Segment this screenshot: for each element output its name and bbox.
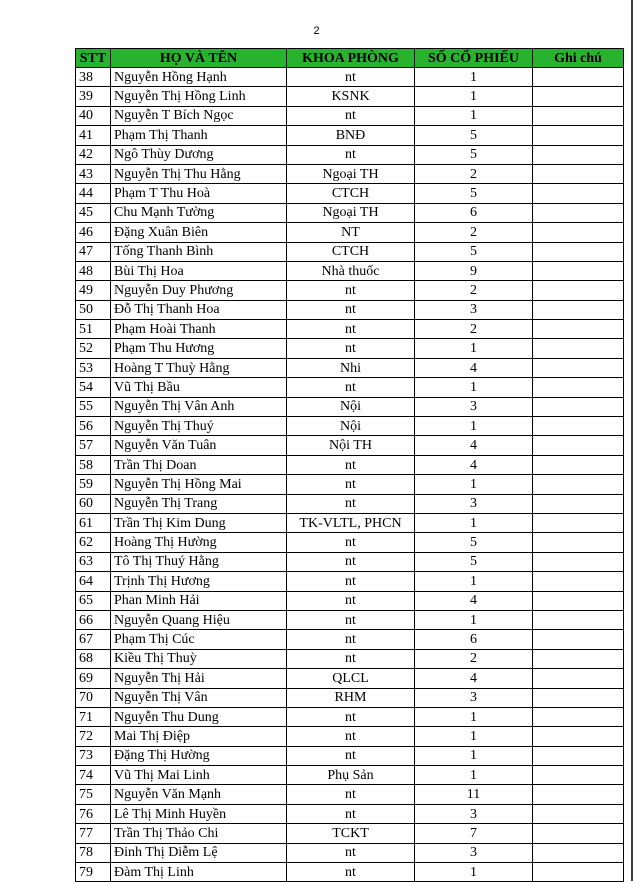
cell-stt: 59 bbox=[76, 475, 111, 494]
cell-note bbox=[533, 572, 624, 591]
cell-shares: 2 bbox=[415, 223, 533, 242]
table-row bbox=[76, 223, 624, 242]
cell-dept: nt bbox=[287, 378, 415, 397]
table-body bbox=[76, 68, 624, 882]
cell-name: Phạm Thu Hương bbox=[111, 339, 287, 358]
table-row bbox=[76, 746, 624, 765]
table-row bbox=[76, 824, 624, 843]
table-row bbox=[76, 843, 624, 862]
cell-stt: 75 bbox=[76, 785, 111, 804]
cell-note bbox=[533, 320, 624, 339]
cell-dept: Ngoại TH bbox=[287, 164, 415, 183]
cell-name: Đinh Thị Diễm Lệ bbox=[111, 843, 287, 862]
cell-shares: 4 bbox=[415, 358, 533, 377]
cell-name: Nguyễn Thị Hồng Linh bbox=[111, 87, 287, 106]
cell-note bbox=[533, 513, 624, 532]
cell-dept: nt bbox=[287, 610, 415, 629]
table-row bbox=[76, 397, 624, 416]
table-row bbox=[76, 164, 624, 183]
cell-stt: 48 bbox=[76, 261, 111, 280]
cell-note bbox=[533, 630, 624, 649]
cell-stt: 45 bbox=[76, 203, 111, 222]
cell-name: Nguyễn Thị Thuý bbox=[111, 417, 287, 436]
cell-note bbox=[533, 610, 624, 629]
cell-note bbox=[533, 746, 624, 765]
table-row bbox=[76, 533, 624, 552]
cell-dept: Nhi bbox=[287, 358, 415, 377]
cell-shares: 4 bbox=[415, 436, 533, 455]
cell-note bbox=[533, 145, 624, 164]
cell-stt: 54 bbox=[76, 378, 111, 397]
cell-shares: 11 bbox=[415, 785, 533, 804]
cell-name: Đặng Thị Hường bbox=[111, 746, 287, 765]
table-row bbox=[76, 804, 624, 823]
table-row bbox=[76, 649, 624, 668]
cell-dept: nt bbox=[287, 746, 415, 765]
table-row bbox=[76, 281, 624, 300]
table-row bbox=[76, 669, 624, 688]
cell-name: Tống Thanh Bình bbox=[111, 242, 287, 261]
table-row bbox=[76, 300, 624, 319]
cell-stt: 52 bbox=[76, 339, 111, 358]
cell-dept: nt bbox=[287, 727, 415, 746]
cell-name: Phạm Thị Thanh bbox=[111, 126, 287, 145]
cell-dept: TK-VLTL, PHCN bbox=[287, 513, 415, 532]
cell-shares: 2 bbox=[415, 281, 533, 300]
cell-stt: 46 bbox=[76, 223, 111, 242]
cell-name: Mai Thị Điệp bbox=[111, 727, 287, 746]
cell-shares: 3 bbox=[415, 843, 533, 862]
cell-stt: 47 bbox=[76, 242, 111, 261]
cell-name: Nguyễn Thu Dung bbox=[111, 707, 287, 726]
table-row bbox=[76, 863, 624, 882]
cell-shares: 1 bbox=[415, 68, 533, 87]
table-row bbox=[76, 785, 624, 804]
cell-note bbox=[533, 68, 624, 87]
cell-name: Đàm Thị Linh bbox=[111, 863, 287, 882]
page-number: 2 bbox=[313, 25, 320, 37]
cell-shares: 5 bbox=[415, 184, 533, 203]
cell-dept: nt bbox=[287, 68, 415, 87]
cell-name: Hoàng Thị Hường bbox=[111, 533, 287, 552]
cell-stt: 41 bbox=[76, 126, 111, 145]
cell-name: Ngô Thùy Dương bbox=[111, 145, 287, 164]
cell-dept: nt bbox=[287, 106, 415, 125]
cell-note bbox=[533, 649, 624, 668]
cell-note bbox=[533, 824, 624, 843]
cell-note bbox=[533, 804, 624, 823]
cell-shares: 7 bbox=[415, 824, 533, 843]
table-row bbox=[76, 87, 624, 106]
cell-stt: 63 bbox=[76, 552, 111, 571]
cell-stt: 65 bbox=[76, 591, 111, 610]
table-row bbox=[76, 610, 624, 629]
cell-name: Nguyễn Hồng Hạnh bbox=[111, 68, 287, 87]
header-note: Ghi chú bbox=[533, 49, 624, 68]
cell-note bbox=[533, 436, 624, 455]
cell-note bbox=[533, 688, 624, 707]
cell-stt: 44 bbox=[76, 184, 111, 203]
cell-stt: 79 bbox=[76, 863, 111, 882]
table-row bbox=[76, 126, 624, 145]
cell-stt: 53 bbox=[76, 358, 111, 377]
cell-note bbox=[533, 669, 624, 688]
cell-name: Nguyễn Duy Phương bbox=[111, 281, 287, 300]
cell-dept: Nhà thuốc bbox=[287, 261, 415, 280]
cell-name: Nguyễn Thị Hải bbox=[111, 669, 287, 688]
cell-shares: 1 bbox=[415, 610, 533, 629]
table-row bbox=[76, 261, 624, 280]
cell-dept: nt bbox=[287, 455, 415, 474]
cell-shares: 1 bbox=[415, 863, 533, 882]
cell-name: Phạm Thị Cúc bbox=[111, 630, 287, 649]
cell-shares: 1 bbox=[415, 707, 533, 726]
cell-stt: 67 bbox=[76, 630, 111, 649]
table-row bbox=[76, 436, 624, 455]
cell-name: Phạm Hoài Thanh bbox=[111, 320, 287, 339]
table-row bbox=[76, 203, 624, 222]
table-row bbox=[76, 378, 624, 397]
header-shares: SỐ CỔ PHIẾU bbox=[415, 49, 533, 68]
cell-dept: Nội bbox=[287, 417, 415, 436]
cell-dept: nt bbox=[287, 300, 415, 319]
cell-dept: nt bbox=[287, 475, 415, 494]
cell-shares: 3 bbox=[415, 688, 533, 707]
cell-name: Nguyễn Thị Vân Anh bbox=[111, 397, 287, 416]
cell-name: Nguyễn Văn Mạnh bbox=[111, 785, 287, 804]
cell-dept: nt bbox=[287, 572, 415, 591]
cell-name: Trần Thị Kim Dung bbox=[111, 513, 287, 532]
cell-note bbox=[533, 126, 624, 145]
cell-dept: Nội TH bbox=[287, 436, 415, 455]
cell-stt: 60 bbox=[76, 494, 111, 513]
cell-stt: 66 bbox=[76, 610, 111, 629]
cell-dept: nt bbox=[287, 649, 415, 668]
cell-note bbox=[533, 378, 624, 397]
table-row bbox=[76, 455, 624, 474]
cell-name: Trần Thị Doan bbox=[111, 455, 287, 474]
header-name: HỌ VÀ TÊN bbox=[111, 49, 287, 68]
cell-shares: 1 bbox=[415, 746, 533, 765]
cell-dept: nt bbox=[287, 804, 415, 823]
cell-stt: 62 bbox=[76, 533, 111, 552]
cell-dept: nt bbox=[287, 785, 415, 804]
cell-name: Trần Thị Thảo Chi bbox=[111, 824, 287, 843]
cell-stt: 58 bbox=[76, 455, 111, 474]
cell-shares: 4 bbox=[415, 591, 533, 610]
cell-shares: 1 bbox=[415, 727, 533, 746]
cell-shares: 3 bbox=[415, 397, 533, 416]
cell-note bbox=[533, 707, 624, 726]
cell-shares: 1 bbox=[415, 513, 533, 532]
cell-name: Kiều Thị Thuỳ bbox=[111, 649, 287, 668]
table-row bbox=[76, 242, 624, 261]
cell-note bbox=[533, 339, 624, 358]
cell-note bbox=[533, 843, 624, 862]
cell-dept: NT bbox=[287, 223, 415, 242]
cell-shares: 2 bbox=[415, 649, 533, 668]
cell-shares: 5 bbox=[415, 552, 533, 571]
cell-name: Nguyễn Thị Thu Hằng bbox=[111, 164, 287, 183]
cell-dept: RHM bbox=[287, 688, 415, 707]
cell-shares: 5 bbox=[415, 533, 533, 552]
table-row bbox=[76, 68, 624, 87]
cell-stt: 51 bbox=[76, 320, 111, 339]
cell-note bbox=[533, 863, 624, 882]
cell-name: Hoàng T Thuỳ Hằng bbox=[111, 358, 287, 377]
cell-note bbox=[533, 494, 624, 513]
table-row bbox=[76, 145, 624, 164]
cell-dept: TCKT bbox=[287, 824, 415, 843]
cell-shares: 3 bbox=[415, 494, 533, 513]
cell-name: Nguyễn Thị Trang bbox=[111, 494, 287, 513]
cell-shares: 1 bbox=[415, 339, 533, 358]
cell-name: Đặng Xuân Biên bbox=[111, 223, 287, 242]
cell-shares: 1 bbox=[415, 378, 533, 397]
cell-stt: 57 bbox=[76, 436, 111, 455]
cell-stt: 78 bbox=[76, 843, 111, 862]
cell-dept: nt bbox=[287, 630, 415, 649]
cell-note bbox=[533, 766, 624, 785]
cell-shares: 9 bbox=[415, 261, 533, 280]
cell-shares: 6 bbox=[415, 203, 533, 222]
table-row bbox=[76, 766, 624, 785]
cell-name: Nguyễn Văn Tuân bbox=[111, 436, 287, 455]
cell-note bbox=[533, 281, 624, 300]
table-row bbox=[76, 106, 624, 125]
cell-note bbox=[533, 785, 624, 804]
cell-shares: 5 bbox=[415, 126, 533, 145]
table-row bbox=[76, 184, 624, 203]
cell-shares: 1 bbox=[415, 106, 533, 125]
cell-stt: 38 bbox=[76, 68, 111, 87]
cell-stt: 77 bbox=[76, 824, 111, 843]
cell-stt: 71 bbox=[76, 707, 111, 726]
table-row bbox=[76, 513, 624, 532]
cell-dept: nt bbox=[287, 145, 415, 164]
cell-stt: 50 bbox=[76, 300, 111, 319]
cell-note bbox=[533, 203, 624, 222]
cell-shares: 6 bbox=[415, 630, 533, 649]
cell-stt: 40 bbox=[76, 106, 111, 125]
cell-dept: nt bbox=[287, 281, 415, 300]
cell-dept: nt bbox=[287, 339, 415, 358]
cell-name: Phan Minh Hải bbox=[111, 591, 287, 610]
cell-dept: nt bbox=[287, 494, 415, 513]
cell-name: Nguyễn Quang Hiệu bbox=[111, 610, 287, 629]
cell-name: Vũ Thị Bầu bbox=[111, 378, 287, 397]
cell-stt: 56 bbox=[76, 417, 111, 436]
cell-stt: 43 bbox=[76, 164, 111, 183]
cell-shares: 3 bbox=[415, 804, 533, 823]
cell-name: Nguyễn T Bích Ngọc bbox=[111, 106, 287, 125]
cell-shares: 4 bbox=[415, 455, 533, 474]
cell-name: Tô Thị Thuý Hằng bbox=[111, 552, 287, 571]
cell-stt: 74 bbox=[76, 766, 111, 785]
cell-note bbox=[533, 106, 624, 125]
cell-shares: 5 bbox=[415, 242, 533, 261]
cell-dept: nt bbox=[287, 552, 415, 571]
cell-dept: nt bbox=[287, 707, 415, 726]
cell-note bbox=[533, 261, 624, 280]
cell-stt: 68 bbox=[76, 649, 111, 668]
cell-name: Bùi Thị Hoa bbox=[111, 261, 287, 280]
cell-note bbox=[533, 475, 624, 494]
cell-name: Nguyễn Thị Hồng Mai bbox=[111, 475, 287, 494]
cell-dept: BNĐ bbox=[287, 126, 415, 145]
cell-note bbox=[533, 591, 624, 610]
cell-note bbox=[533, 397, 624, 416]
cell-shares: 3 bbox=[415, 300, 533, 319]
cell-note bbox=[533, 223, 624, 242]
cell-dept: CTCH bbox=[287, 184, 415, 203]
cell-dept: CTCH bbox=[287, 242, 415, 261]
table-row bbox=[76, 339, 624, 358]
header-row bbox=[76, 49, 624, 68]
cell-dept: nt bbox=[287, 843, 415, 862]
cell-stt: 72 bbox=[76, 727, 111, 746]
cell-dept: nt bbox=[287, 591, 415, 610]
cell-shares: 2 bbox=[415, 164, 533, 183]
table-row bbox=[76, 630, 624, 649]
cell-name: Chu Mạnh Tường bbox=[111, 203, 287, 222]
cell-shares: 1 bbox=[415, 475, 533, 494]
cell-dept: QLCL bbox=[287, 669, 415, 688]
table-row bbox=[76, 591, 624, 610]
cell-note bbox=[533, 242, 624, 261]
cell-shares: 4 bbox=[415, 669, 533, 688]
cell-note bbox=[533, 552, 624, 571]
header-dept: KHOA PHÒNG bbox=[287, 49, 415, 68]
cell-note bbox=[533, 533, 624, 552]
table-row bbox=[76, 688, 624, 707]
cell-dept: nt bbox=[287, 863, 415, 882]
table-row bbox=[76, 358, 624, 377]
cell-shares: 1 bbox=[415, 87, 533, 106]
cell-note bbox=[533, 455, 624, 474]
cell-name: Nguyễn Thị Vân bbox=[111, 688, 287, 707]
table-row bbox=[76, 417, 624, 436]
cell-dept: Phụ Sản bbox=[287, 766, 415, 785]
table-row bbox=[76, 727, 624, 746]
cell-stt: 76 bbox=[76, 804, 111, 823]
cell-stt: 69 bbox=[76, 669, 111, 688]
cell-note bbox=[533, 184, 624, 203]
cell-shares: 1 bbox=[415, 417, 533, 436]
cell-name: Vũ Thị Mai Linh bbox=[111, 766, 287, 785]
cell-name: Lê Thị Minh Huyền bbox=[111, 804, 287, 823]
cell-note bbox=[533, 164, 624, 183]
cell-stt: 73 bbox=[76, 746, 111, 765]
cell-stt: 61 bbox=[76, 513, 111, 532]
cell-dept: Nội bbox=[287, 397, 415, 416]
cell-dept: nt bbox=[287, 533, 415, 552]
cell-stt: 70 bbox=[76, 688, 111, 707]
cell-shares: 2 bbox=[415, 320, 533, 339]
cell-note bbox=[533, 300, 624, 319]
table-header bbox=[76, 49, 624, 68]
table-row bbox=[76, 707, 624, 726]
cell-note bbox=[533, 358, 624, 377]
cell-note bbox=[533, 417, 624, 436]
table-row bbox=[76, 572, 624, 591]
shareholder-table bbox=[75, 48, 624, 882]
cell-stt: 64 bbox=[76, 572, 111, 591]
cell-shares: 5 bbox=[415, 145, 533, 164]
table-row bbox=[76, 475, 624, 494]
header-stt: STT bbox=[76, 49, 111, 68]
cell-stt: 42 bbox=[76, 145, 111, 164]
cell-name: Đỗ Thị Thanh Hoa bbox=[111, 300, 287, 319]
cell-stt: 39 bbox=[76, 87, 111, 106]
cell-shares: 1 bbox=[415, 766, 533, 785]
cell-shares: 1 bbox=[415, 572, 533, 591]
cell-stt: 49 bbox=[76, 281, 111, 300]
table-row bbox=[76, 552, 624, 571]
cell-dept: Ngoại TH bbox=[287, 203, 415, 222]
cell-name: Phạm T Thu Hoà bbox=[111, 184, 287, 203]
cell-note bbox=[533, 87, 624, 106]
cell-stt: 55 bbox=[76, 397, 111, 416]
cell-note bbox=[533, 727, 624, 746]
cell-dept: nt bbox=[287, 320, 415, 339]
cell-name: Trịnh Thị Hương bbox=[111, 572, 287, 591]
cell-dept: KSNK bbox=[287, 87, 415, 106]
table-row bbox=[76, 320, 624, 339]
table-row bbox=[76, 494, 624, 513]
